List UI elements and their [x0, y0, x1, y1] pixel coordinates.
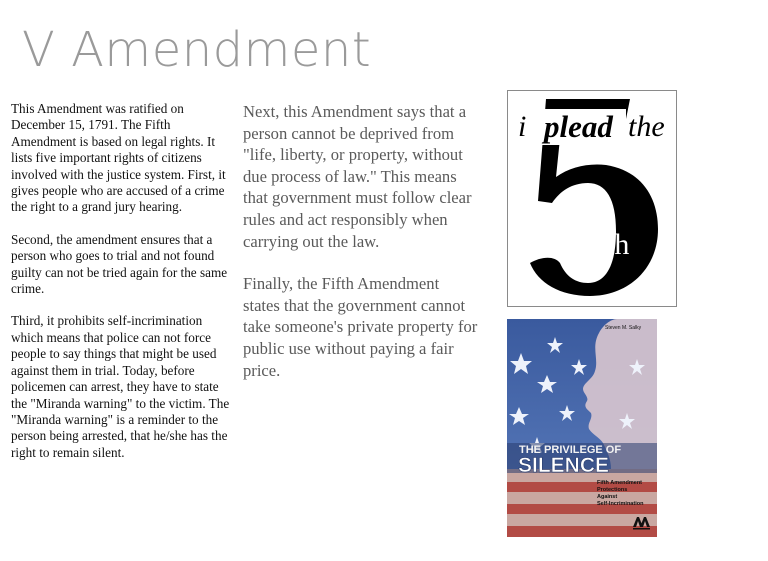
slide-title: V Amendment — [22, 22, 372, 78]
i-plead-the-5th-image — [507, 90, 677, 307]
book-title-line2: SILENCE — [518, 454, 610, 477]
privilege-of-silence-book-cover — [507, 319, 657, 537]
suffix-th: th — [606, 228, 630, 261]
book-author: Steven M. Salky — [605, 325, 642, 331]
paragraph-ratification: This Amendment was ratified on December 15, 1791. The Fifth Amendment is based on legal rights. It lists five important rights of citizens involved with the justice system. First, it gives people who are accused of a crime the right to a grand jury hearing. — [11, 101, 226, 215]
paragraph-double-jeopardy: Second, the amendment ensures that a person who goes to trial and not found guilty can not be tried again for the same crime. — [11, 231, 228, 297]
middle-text-column — [243, 101, 479, 402]
book-subtitle-line3: Against — [597, 494, 618, 500]
left-text-column — [11, 101, 233, 477]
book-title-line1: THE PRIVILEGE OF — [519, 444, 622, 456]
book-subtitle-line1: Fifth Amendment — [597, 480, 643, 486]
word-i: i — [518, 110, 527, 143]
word-plead: plead — [544, 109, 613, 144]
paragraph-self-incrimination: Third, it prohibits self-incrimination which means that police can not force people to say things that might be used against them in trial. Today, before policemen can arrest, they have to state the "Miranda warning" to the victim. The "Miranda warning" is a reminder to the person being arrested, that he/she has the right to remain silent. — [11, 313, 230, 460]
paragraph-due-process: Next, this Amendment says that a person cannot be deprived from "life, liberty, or property, without due process of law." This means that government must follow clear rules and act responsibly when carrying out the law. — [243, 102, 472, 251]
book-subtitle-line4: Self-Incrimination — [597, 501, 644, 507]
book-subtitle-line2: Protections — [597, 487, 628, 493]
word-the: the — [628, 110, 665, 143]
paragraph-eminent-domain: Finally, the Fifth Amendment states that the government cannot take someone's private property for public use without paying a fair price. — [243, 274, 478, 380]
